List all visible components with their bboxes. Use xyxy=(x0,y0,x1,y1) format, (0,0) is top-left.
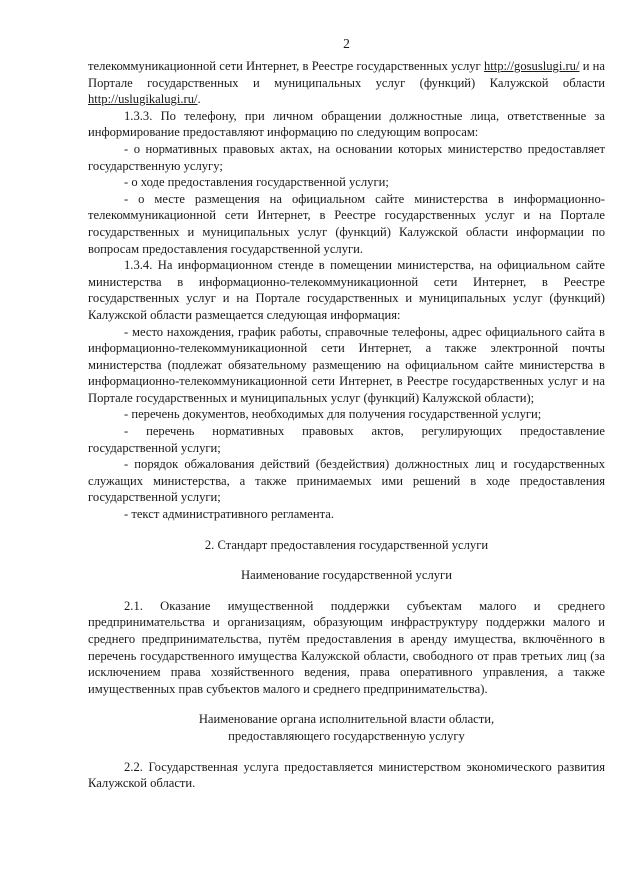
gosuslugi-link[interactable]: http://gosuslugi.ru/ xyxy=(483,59,580,73)
paragraph-2-1: 2.1. Оказание имущественной поддержки субъектам малого и среднего предпринимательства и организациям, образующим инфраструктуру поддержки малого и среднего предпринимательства, путём предоставления в аренду имущества, включённого в перечень государственного имущества Калужской области, свободного от прав третьих лиц (за исключением права хозяйственного ведения, права оперативного управления, а также имущественных прав субъектов малого и среднего предпринимательства). xyxy=(88,598,605,696)
intro-end-text: . xyxy=(197,92,201,107)
uslugikalugi-link[interactable]: http://uslugikalugi.ru/ xyxy=(88,92,198,107)
intro-paragraph xyxy=(88,58,605,108)
list-item: - перечень нормативных правовых актов, регулирующих предоставление государственной услуги; xyxy=(88,424,605,455)
section-1-3-3-lead: 1.3.3. По телефону, при личном обращении должностные лица, ответственные за информирование предоставляют информацию по следующим вопросам: xyxy=(88,108,605,140)
list-item: - текст административного регламента. xyxy=(124,507,334,522)
spacer xyxy=(88,697,605,711)
document-page xyxy=(88,36,605,792)
list-item: - место нахождения, график работы, справочные телефоны, адрес официального сайта в информационно-телекоммуникационной сети Интернет, а также электронной почты министерства (подлежат обязательному размещению на официальном сайте министерства в информационно-телекоммуникационной сети Интернет, в Реестре государственных услуг и на Портале государственных и муниципальных услуг (функций) Калужской области); xyxy=(88,324,605,405)
subheading-service-name: Наименование государственной услуги xyxy=(241,568,452,583)
intro-text: телекоммуникационной сети Интернет, в Реестре государственных услуг xyxy=(88,59,481,73)
paragraph-2-2: 2.2. Государственная услуга предоставляется министерством экономического развития Калужской области. xyxy=(88,759,605,791)
list-item: - о нормативных правовых актах, на основании которых министерство предоставляет государственную услугу; xyxy=(88,141,605,173)
spacer xyxy=(88,523,605,537)
spacer xyxy=(88,584,605,598)
list-item: - о месте размещения на официальном сайте министерства в информационно-телекоммуникационной сети Интернет, в Реестре государственных услуг и на Портале государственных и муниципальных услуг (функций) Калужской области информации по вопросам предоставления государственной услуги. xyxy=(88,191,605,256)
section-2-title: 2. Стандарт предоставления государственной услуги xyxy=(204,537,489,552)
list-item: - перечень документов, необходимых для получения государственной услуги; xyxy=(124,407,542,422)
intro-mid-text: и на Портале государственных и муниципальных услуг (функций) Калужской области xyxy=(88,59,605,90)
subheading-authority-line2: предоставляющего государственную услугу xyxy=(228,728,465,743)
spacer xyxy=(88,553,605,567)
list-item: - порядок обжалования действий (бездействия) должностных лиц и государственных служащих министерства, а также принимаемых ими решений в ходе предоставления государственной услуги; xyxy=(88,457,605,505)
list-item: - о ходе предоставления государственной услуги; xyxy=(124,175,389,190)
section-1-3-4-lead: 1.3.4. На информационном стенде в помещении министерства, на официальном сайте министерства в информационно-телекоммуникационной сети Интернет, в Реестре государственных услуг и на Портале государственных и муниципальных услуг (функций) Калужской области размещается следующая информация: xyxy=(88,258,605,322)
page-number: 2 xyxy=(343,36,350,51)
subheading-authority-line1: Наименование органа исполнительной власти области, xyxy=(198,712,495,727)
spacer xyxy=(88,745,605,759)
